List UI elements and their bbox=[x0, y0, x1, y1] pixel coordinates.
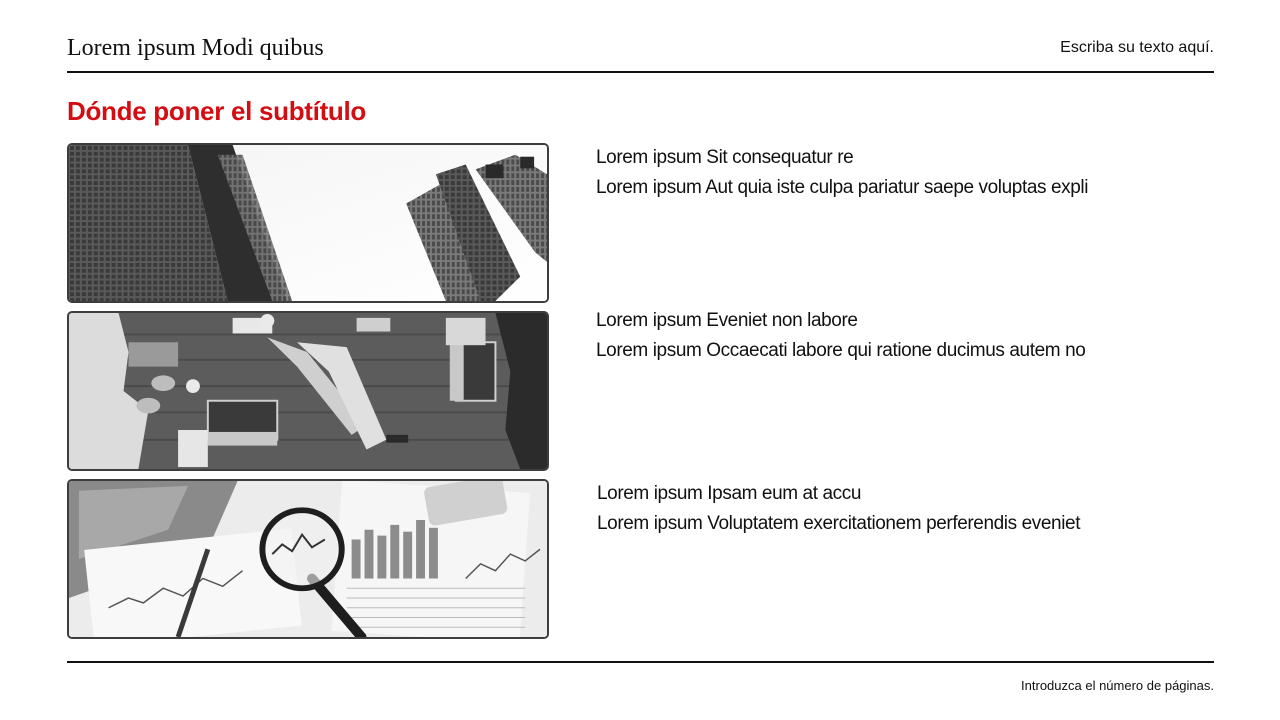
page-number-placeholder: Introduzca el número de páginas. bbox=[1021, 678, 1214, 693]
text-block-2 bbox=[596, 306, 1216, 366]
text-block-2-line1: Lorem ipsum Eveniet non labore bbox=[596, 310, 858, 331]
skyscrapers-photo bbox=[67, 143, 549, 303]
magnifier-charts-illustration bbox=[69, 481, 547, 637]
text-block-3-line1: Lorem ipsum Ipsam eum at accu bbox=[597, 483, 862, 504]
meeting-table-illustration bbox=[69, 313, 547, 469]
header-divider bbox=[67, 71, 1214, 73]
text-block-3-line2: Lorem ipsum Voluptatem exercitationem perferendis eveniet bbox=[597, 513, 1081, 534]
skyscrapers-illustration bbox=[69, 145, 547, 301]
header-title: Lorem ipsum Modi quibus bbox=[67, 35, 324, 61]
magnifier-charts-photo bbox=[67, 479, 549, 639]
text-block-1-line1: Lorem ipsum Sit consequatur re bbox=[596, 147, 854, 168]
footer-divider bbox=[67, 661, 1214, 663]
meeting-table-photo bbox=[67, 311, 549, 471]
page-subtitle: Dónde poner el subtítulo bbox=[67, 96, 367, 126]
text-block-1 bbox=[596, 143, 1216, 203]
text-block-3 bbox=[597, 479, 1217, 539]
header-note: Escriba su texto aquí. bbox=[1060, 39, 1214, 56]
text-block-1-line2: Lorem ipsum Aut quia iste culpa pariatur saepe voluptas expli bbox=[596, 177, 1089, 198]
text-block-2-line2: Lorem ipsum Occaecati labore qui ratione ducimus autem no bbox=[596, 340, 1086, 361]
